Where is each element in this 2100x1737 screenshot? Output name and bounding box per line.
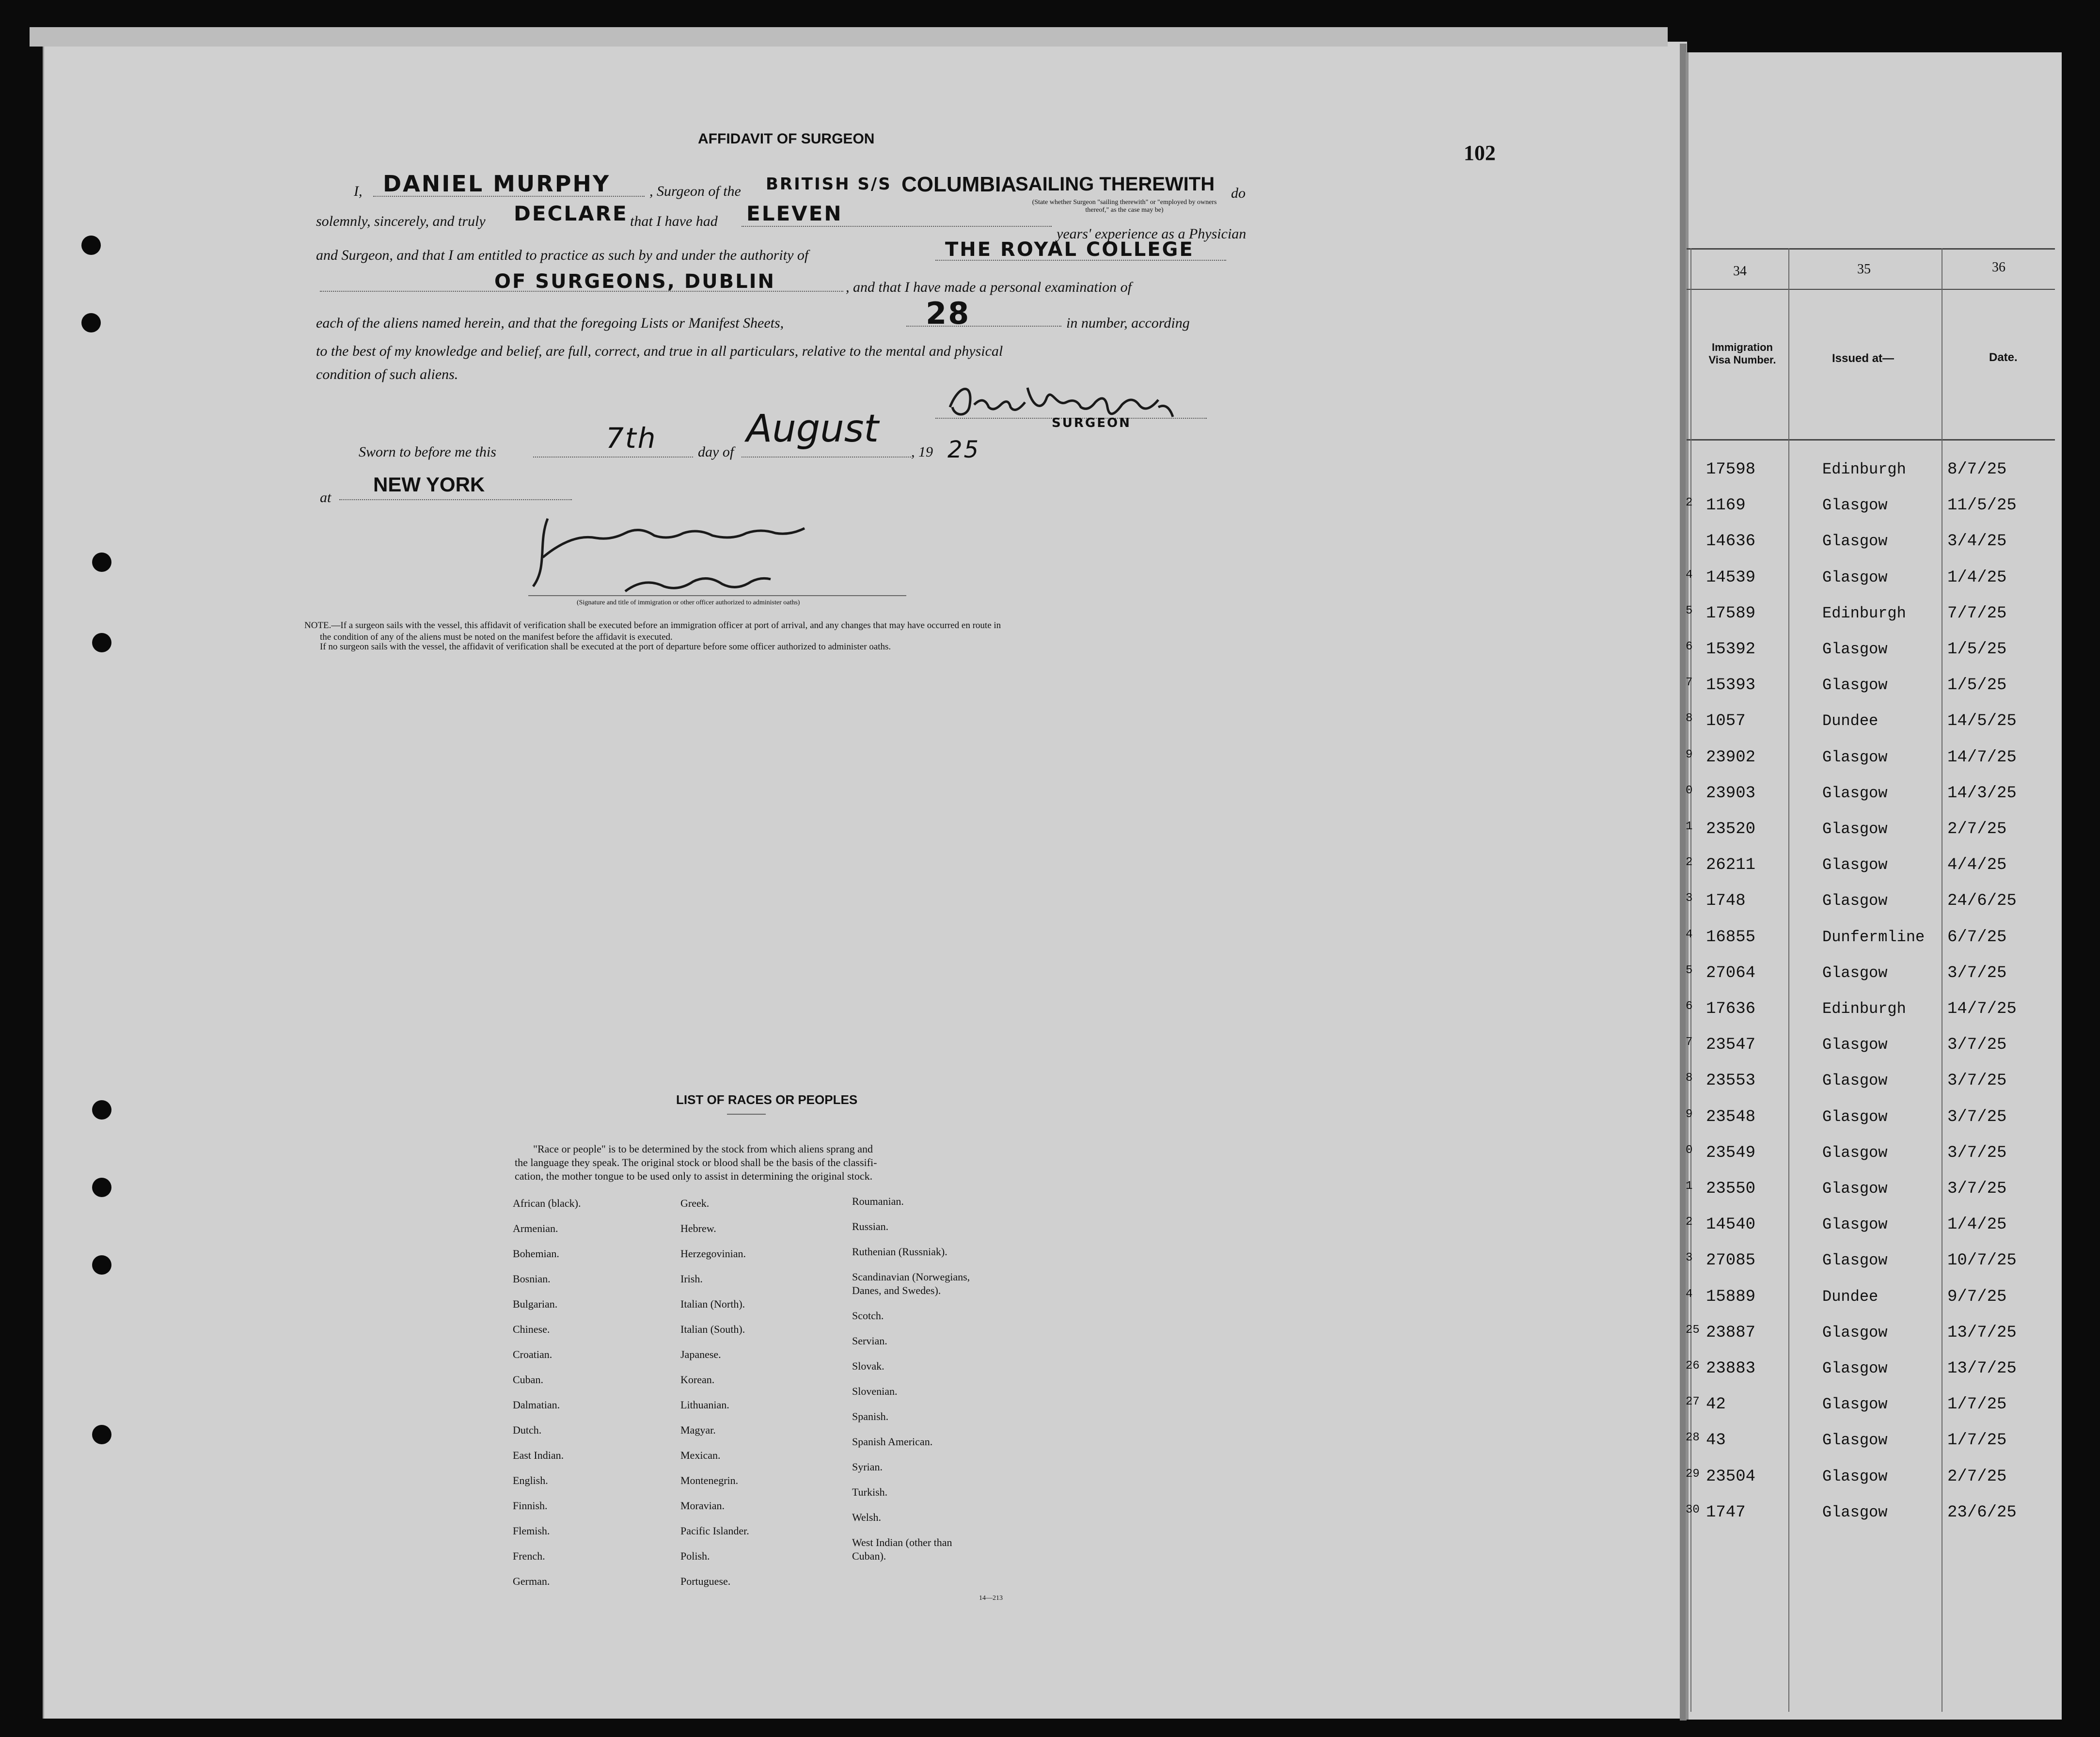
sworn-month-line [742, 457, 911, 458]
binder-hole [92, 553, 111, 572]
issued-at: Glasgow [1822, 1359, 1888, 1377]
place-line [339, 499, 572, 500]
inspector-signature [528, 514, 877, 601]
visa-date: 9/7/25 [1947, 1287, 2007, 1306]
visa-number: 27064 [1706, 963, 1756, 982]
row-number: 4 [1686, 1287, 1693, 1301]
affidavit-l4-end: , and that I have made a personal examination of [846, 279, 1132, 295]
visa-date: 1/5/25 [1947, 676, 2007, 695]
affidavit-l7: condition of such aliens. [316, 366, 458, 382]
sheets-count: 28 [926, 296, 971, 331]
visa-number: 15889 [1706, 1287, 1756, 1306]
row-number: 28 [1686, 1431, 1700, 1445]
table-row [1686, 496, 2059, 530]
issued-at: Glasgow [1822, 1107, 1888, 1126]
race-item: Welsh. [852, 1511, 881, 1523]
visa-number: 23547 [1706, 1036, 1756, 1055]
visa-date: 2/7/25 [1947, 820, 2007, 838]
row-number: 2 [1686, 496, 1693, 510]
visa-number: 14539 [1706, 568, 1756, 587]
visa-number: 26211 [1706, 856, 1756, 875]
race-item: Syrian. [852, 1461, 883, 1473]
race-item: Finnish. [513, 1500, 548, 1512]
table-row [1686, 532, 2059, 566]
binder-hole [92, 633, 111, 652]
issued-at: Glasgow [1822, 1323, 1888, 1342]
race-item: West Indian (other than [852, 1536, 952, 1548]
visa-number: 23549 [1706, 1143, 1756, 1162]
row-number: 8 [1686, 712, 1693, 726]
table-row [1686, 1288, 2059, 1322]
authority-line-1 [935, 260, 1226, 261]
visa-number: 23887 [1706, 1323, 1756, 1342]
row-number: 6 [1686, 640, 1693, 653]
races-title: LIST OF RACES OR PEOPLES [676, 1092, 858, 1107]
at-label: at [320, 490, 332, 505]
row-number: 9 [1686, 748, 1693, 761]
surgeon-label: SURGEON [1052, 416, 1131, 430]
race-item: Japanese. [680, 1348, 721, 1360]
race-item: Montenegrin. [680, 1474, 739, 1486]
issued-at: Glasgow [1822, 1395, 1888, 1414]
visa-date: 3/7/25 [1947, 1036, 2007, 1055]
race-item: Dalmatian. [513, 1399, 560, 1411]
row-number: 3 [1686, 892, 1693, 905]
issued-at: Glasgow [1822, 532, 1888, 551]
visa-date: 3/4/25 [1947, 532, 2007, 551]
visa-date: 14/7/25 [1947, 1000, 2017, 1018]
affidavit-l3-start: and Surgeon, and that I am entitled to practice as such by and under the authority of [316, 247, 809, 263]
binder-hole [81, 236, 101, 255]
table-header-rule [1687, 439, 2055, 441]
visa-number: 23548 [1706, 1107, 1756, 1126]
race-item: Italian (North). [680, 1298, 745, 1310]
issued-at: Glasgow [1822, 496, 1888, 515]
note-3: If no surgeon sails with the vessel, the affidavit of verification shall be executed at the port of departure before some officer authorized to administer oaths. [320, 642, 891, 652]
row-number: 25 [1686, 1323, 1700, 1337]
issued-at: Glasgow [1822, 892, 1888, 910]
place-stamp: NEW YORK [373, 473, 485, 496]
issued-at: Glasgow [1822, 820, 1888, 838]
race-item: Lithuanian. [680, 1399, 729, 1411]
visa-number: 23504 [1706, 1467, 1756, 1486]
issued-at: Dunfermline [1822, 928, 1925, 946]
visa-date: 1/4/25 [1947, 568, 2007, 587]
table-row [1686, 1468, 2059, 1501]
race-item: Ruthenian (Russniak). [852, 1246, 947, 1258]
row-number: 26 [1686, 1359, 1700, 1373]
race-item: Cuban). [852, 1550, 886, 1562]
table-row [1686, 856, 2059, 890]
table-row [1686, 784, 2059, 818]
note-2: the condition of any of the aliens must be noted on the manifest before the affidavit is executed. [320, 632, 673, 642]
row-number: 2 [1686, 1216, 1693, 1229]
authority-line-2 [320, 291, 843, 292]
state-note: (State whether Surgeon "sailing therewith" or "employed by owners thereof," as the case may be) [1032, 199, 1217, 214]
affidavit-l2-mid: that I have had [630, 213, 718, 229]
table-row [1686, 1180, 2059, 1214]
row-number: 2 [1686, 856, 1693, 869]
inspector-line [528, 595, 906, 596]
issued-at: Glasgow [1822, 1143, 1888, 1162]
affidavit-title: AFFIDAVIT OF SURGEON [698, 131, 875, 147]
visa-date: 24/6/25 [1947, 892, 2017, 911]
race-item: Greek. [680, 1197, 710, 1209]
issued-at: Glasgow [1822, 1503, 1888, 1521]
race-item: Hebrew. [680, 1222, 716, 1234]
row-number: 3 [1686, 1251, 1693, 1265]
visa-number: 14540 [1706, 1216, 1756, 1234]
vessel-prefix: BRITISH S/S [766, 174, 892, 194]
table-row [1686, 820, 2059, 854]
form-number: 14—213 [979, 1595, 1003, 1602]
visa-date: 11/5/25 [1947, 496, 2017, 515]
visa-number: 15392 [1706, 640, 1756, 659]
affidavit-l2-end: years' experience as a Physician [1057, 226, 1247, 242]
visa-date: 7/7/25 [1947, 604, 2007, 623]
binder-hole [92, 1425, 111, 1444]
sworn-text: Sworn to before me this [359, 444, 496, 460]
visa-date: 1/7/25 [1947, 1395, 2007, 1414]
binder-hole [92, 1100, 111, 1120]
row-number: 30 [1686, 1503, 1700, 1516]
visa-date: 6/7/25 [1947, 928, 2007, 947]
visa-number: 23902 [1706, 748, 1756, 767]
visa-number: 1747 [1706, 1503, 1746, 1522]
row-number: 6 [1686, 1000, 1693, 1013]
visa-number: 1748 [1706, 892, 1746, 911]
visa-number: 17636 [1706, 1000, 1756, 1018]
visa-number: 42 [1706, 1395, 1726, 1414]
race-item: Bosnian. [513, 1273, 551, 1285]
visa-number: 23553 [1706, 1072, 1756, 1090]
table-row [1686, 460, 2059, 494]
authority-1: THE ROYAL COLLEGE [945, 238, 1194, 261]
issued-at: Glasgow [1822, 1072, 1888, 1090]
inspector-caption: (Signature and title of immigration or other officer authorized to administer oaths) [577, 599, 800, 606]
visa-date: 4/4/25 [1947, 856, 2007, 875]
row-number: 4 [1686, 568, 1693, 582]
race-item: Flemish. [513, 1525, 550, 1537]
visa-date: 1/5/25 [1947, 640, 2007, 659]
table-row [1686, 1144, 2059, 1178]
table-row [1686, 1108, 2059, 1142]
affidavit-l1-mid: , Surgeon of the [649, 183, 741, 199]
binder-hole [92, 1255, 111, 1275]
race-item: Slovak. [852, 1360, 884, 1372]
visa-number: 23903 [1706, 784, 1756, 803]
visa-date: 2/7/25 [1947, 1467, 2007, 1486]
race-item: English. [513, 1474, 548, 1486]
row-number: 0 [1686, 784, 1693, 797]
race-item: Scotch. [852, 1310, 884, 1322]
race-item: Herzegovinian. [680, 1247, 746, 1260]
visa-date: 13/7/25 [1947, 1323, 2017, 1342]
table-row [1686, 1216, 2059, 1249]
affidavit-l1-prefix: I, [354, 183, 363, 199]
race-item: Danes, and Swedes). [852, 1284, 941, 1296]
race-item: Dutch. [513, 1424, 542, 1436]
affidavit-l1-end: do [1231, 185, 1246, 201]
race-item: French. [513, 1550, 545, 1562]
races-intro-1: "Race or people" is to be determined by the stock from which aliens sprang and [533, 1143, 873, 1155]
issued-at: Glasgow [1822, 856, 1888, 874]
race-item: Pacific Islander. [680, 1525, 749, 1537]
row-number: 1 [1686, 1180, 1693, 1193]
visa-number: 1057 [1706, 712, 1746, 731]
table-row [1686, 604, 2059, 638]
issued-at: Glasgow [1822, 1216, 1888, 1234]
issued-at: Glasgow [1822, 748, 1888, 766]
race-item: Portuguese. [680, 1575, 731, 1587]
table-row [1686, 712, 2059, 746]
table-row [1686, 568, 2059, 602]
issued-at: Glasgow [1822, 1251, 1888, 1270]
col-number-35: 35 [1857, 262, 1871, 277]
table-row [1686, 1324, 2059, 1358]
visa-number: 23520 [1706, 820, 1756, 838]
row-number: 4 [1686, 928, 1693, 941]
surgeon-name: DANIEL MURPHY [383, 171, 611, 197]
issued-at: Glasgow [1822, 1180, 1888, 1198]
races-intro-2: the language they speak. The original stock or blood shall be the basis of the classifi- [515, 1156, 877, 1169]
vessel-name: COLUMBIA [901, 173, 1017, 196]
table-row [1686, 640, 2059, 674]
issued-at: Edinburgh [1822, 604, 1906, 622]
table-row [1686, 748, 2059, 782]
row-number: 8 [1686, 1072, 1693, 1085]
visa-number: 43 [1706, 1431, 1726, 1450]
affidavit-l5-start: each of the aliens named herein, and that the foregoing Lists or Manifest Sheets, [316, 315, 784, 331]
visa-number: 17589 [1706, 604, 1756, 623]
binder-hole [81, 313, 101, 332]
row-number: 0 [1686, 1143, 1693, 1157]
issued-at: Glasgow [1822, 963, 1888, 982]
years-line [742, 226, 1052, 227]
race-item: African (black). [513, 1197, 581, 1209]
col-number-34: 34 [1733, 264, 1747, 279]
visa-date: 1/4/25 [1947, 1216, 2007, 1234]
table-top-rule [1687, 248, 2055, 250]
row-number: 5 [1686, 604, 1693, 617]
issued-at: Glasgow [1822, 1467, 1888, 1485]
race-item: Russian. [852, 1220, 889, 1232]
visa-date: 10/7/25 [1947, 1251, 2017, 1270]
table-row [1686, 1072, 2059, 1105]
races-title-rule [727, 1114, 766, 1115]
visa-number: 15393 [1706, 676, 1756, 695]
visa-date: 3/7/25 [1947, 1107, 2007, 1126]
race-item: Chinese. [513, 1323, 550, 1335]
race-item: Servian. [852, 1335, 887, 1347]
affidavit-l2-start: solemnly, sincerely, and truly [316, 213, 486, 229]
sworn-day-line [533, 457, 693, 458]
race-item: East Indian. [513, 1449, 564, 1461]
table-row [1686, 1359, 2059, 1393]
table-row [1686, 892, 2059, 926]
visa-number: 16855 [1706, 928, 1756, 947]
sailing-status: SAILING THEREWITH [1015, 174, 1215, 195]
visa-date: 14/3/25 [1947, 784, 2017, 803]
issued-at: Glasgow [1822, 640, 1888, 658]
sheets-line [906, 326, 1061, 327]
authority-2: OF SURGEONS, DUBLIN [494, 270, 775, 293]
issued-at: Edinburgh [1822, 460, 1906, 478]
affidavit-l6: to the best of my knowledge and belief, are full, correct, and true in all particulars, relative to the mental and physical [316, 343, 1003, 359]
page-number: 102 [1464, 141, 1496, 165]
issued-at: Glasgow [1822, 1431, 1888, 1450]
visa-date: 14/5/25 [1947, 712, 2017, 731]
row-number: 7 [1686, 676, 1693, 690]
sworn-day: 7th [606, 422, 657, 455]
visa-date: 3/7/25 [1947, 1180, 2007, 1198]
issued-at: Glasgow [1822, 676, 1888, 695]
affidavit-l5-end: in number, according [1066, 315, 1190, 331]
year-suffix: 25 [947, 436, 980, 463]
visa-number: 23883 [1706, 1359, 1756, 1378]
race-item: German. [513, 1575, 550, 1587]
visa-date: 3/7/25 [1947, 1143, 2007, 1162]
day-of: day of [698, 444, 734, 460]
race-item: Scandinavian (Norwegians, [852, 1271, 970, 1283]
race-item: Armenian. [513, 1222, 558, 1234]
race-item: Spanish. [852, 1410, 889, 1422]
visa-date: 3/7/25 [1947, 963, 2007, 982]
race-item: Cuban. [513, 1374, 543, 1386]
visa-table-body [1686, 460, 2059, 1701]
issued-at: Edinburgh [1822, 1000, 1906, 1018]
table-row [1686, 1395, 2059, 1429]
race-item: Spanish American. [852, 1436, 933, 1448]
name-line [373, 196, 645, 197]
race-item: Croatian. [513, 1348, 553, 1360]
table-row [1686, 1503, 2059, 1537]
issued-at: Dundee [1822, 1287, 1879, 1306]
races-intro-3: cation, the mother tongue to be used only to assist in determining the original stock. [515, 1170, 873, 1182]
header-date: Date. [1989, 351, 2018, 364]
race-item: Magyar. [680, 1424, 716, 1436]
race-item: Polish. [680, 1550, 710, 1562]
race-item: Bohemian. [513, 1247, 559, 1260]
row-number: 27 [1686, 1395, 1700, 1409]
header-issued-at: Issued at— [1832, 352, 1895, 365]
col-number-36: 36 [1992, 260, 2005, 275]
race-item: Turkish. [852, 1486, 888, 1498]
sworn-month: August [746, 407, 879, 451]
issued-at: Glasgow [1822, 784, 1888, 802]
visa-number: 14636 [1706, 532, 1756, 551]
visa-number: 17598 [1706, 460, 1756, 479]
binder-hole [92, 1178, 111, 1197]
row-number: 5 [1686, 963, 1693, 977]
table-row [1686, 1431, 2059, 1465]
note-1: NOTE.—If a surgeon sails with the vessel, this affidavit of verification shall be executed before an immigration officer at port of arrival, and any changes that may have occurred en route in [304, 620, 1001, 631]
table-row [1686, 676, 2059, 710]
race-item: Slovenian. [852, 1385, 898, 1397]
race-item: Irish. [680, 1273, 703, 1285]
table-numrow-rule [1687, 289, 2055, 290]
race-item: Moravian. [680, 1500, 725, 1512]
race-item: Bulgarian. [513, 1298, 558, 1310]
issued-at: Glasgow [1822, 568, 1888, 586]
table-row [1686, 1251, 2059, 1285]
table-row [1686, 964, 2059, 998]
years-experience: ELEVEN [746, 202, 843, 225]
declare: DECLARE [514, 202, 628, 225]
issued-at: Dundee [1822, 712, 1879, 730]
year-prefix: , 19 [911, 444, 933, 460]
row-number: 29 [1686, 1467, 1700, 1481]
table-row [1686, 1000, 2059, 1034]
visa-date: 23/6/25 [1947, 1503, 2017, 1522]
race-item: Mexican. [680, 1449, 721, 1461]
visa-date: 1/7/25 [1947, 1431, 2007, 1450]
table-row [1686, 928, 2059, 962]
header-visa-number: Immigration Visa Number. [1708, 341, 1776, 366]
visa-date: 14/7/25 [1947, 748, 2017, 767]
race-item: Italian (South). [680, 1323, 745, 1335]
visa-number: 1169 [1706, 496, 1746, 515]
visa-date: 3/7/25 [1947, 1072, 2007, 1090]
visa-number: 27085 [1706, 1251, 1756, 1270]
race-item: Roumanian. [852, 1195, 904, 1207]
race-item: Korean. [680, 1374, 715, 1386]
row-number: 7 [1686, 1036, 1693, 1049]
row-number: 9 [1686, 1107, 1693, 1121]
visa-date: 13/7/25 [1947, 1359, 2017, 1378]
issued-at: Glasgow [1822, 1036, 1888, 1054]
visa-date: 8/7/25 [1947, 460, 2007, 479]
table-row [1686, 1036, 2059, 1070]
visa-number: 23550 [1706, 1180, 1756, 1198]
row-number: 1 [1686, 820, 1693, 833]
